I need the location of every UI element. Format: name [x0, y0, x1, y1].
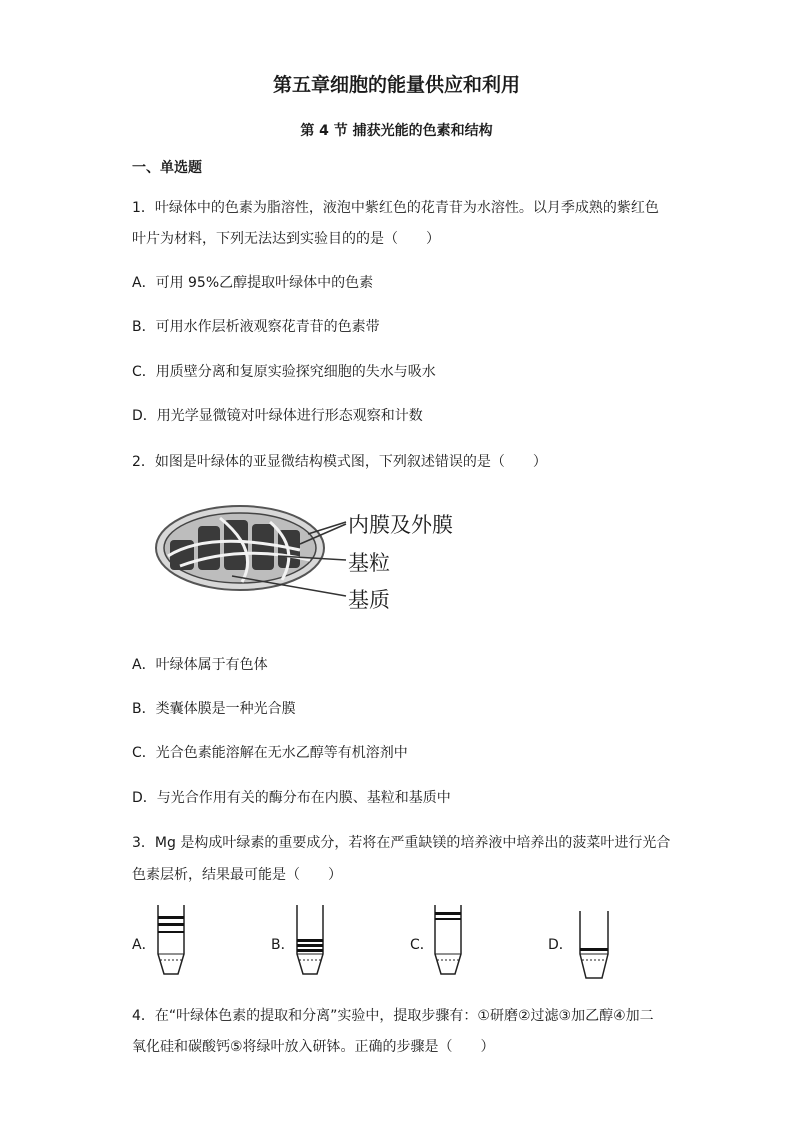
q1-stem-line2: 叶片为材料，下列无法达到实验目的的是（ ） [132, 231, 440, 247]
chromatography-tube-c [433, 904, 463, 976]
q3-option-b-label: B． [271, 937, 295, 953]
figure-label-grana: 基粒 [348, 551, 390, 575]
q2-option-a: A．叶绿体属于有色体 [132, 657, 268, 673]
q2-option-c: C．光合色素能溶解在无水乙醇等有机溶剂中 [132, 745, 408, 761]
section-subtitle: 第 4 节 捕获光能的色素和结构 [300, 123, 493, 139]
q1-option-d: D．用光学显微镜对叶绿体进行形态观察和计数 [132, 408, 423, 424]
chromatography-tube-a [156, 904, 186, 976]
q3-stem-line1: 3．Mg 是构成叶绿素的重要成分，若将在严重缺镁的培养液中培养出的菠菜叶进行光合 [132, 835, 671, 851]
figure-label-stroma: 基质 [348, 588, 390, 612]
chromatography-tube-b [295, 904, 325, 976]
q3-option-d-label: D． [548, 937, 573, 953]
q3-option-a-label: A． [132, 937, 156, 953]
q2-stem: 2．如图是叶绿体的亚显微结构模式图，下列叙述错误的是（ ） [132, 454, 547, 470]
figure-label-membranes: 内膜及外膜 [348, 513, 453, 537]
q4-stem-line1: 4．在“叶绿体色素的提取和分离”实验中，提取步骤有：①研磨②过滤③加乙醇④加二 [132, 1008, 654, 1024]
q3-stem-line2: 色素层析，结果最可能是（ ） [132, 867, 342, 883]
q3-option-c-label: C． [410, 937, 434, 953]
page-title: 第五章细胞的能量供应和利用 [272, 74, 520, 96]
chromatography-tube-d [578, 910, 610, 982]
q1-stem-line1: 1．叶绿体中的色素为脂溶性，液泡中紫红色的花青苷为水溶性。以月季成熟的紫红色 [132, 200, 659, 216]
q1-option-c: C．用质壁分离和复原实验探究细胞的失水与吸水 [132, 364, 436, 380]
q2-option-d: D．与光合作用有关的酶分布在内膜、基粒和基质中 [132, 790, 451, 806]
q1-option-b: B．可用水作层析液观察花青苷的色素带 [132, 319, 380, 335]
q4-stem-line2: 氧化硅和碳酸钙⑤将绿叶放入研钵。正确的步骤是（ ） [132, 1039, 495, 1055]
q2-option-b: B．类囊体膜是一种光合膜 [132, 701, 296, 717]
section-heading: 一、单选题 [132, 160, 202, 176]
q1-option-a: A．可用 95%乙醇提取叶绿体中的色素 [132, 275, 374, 291]
